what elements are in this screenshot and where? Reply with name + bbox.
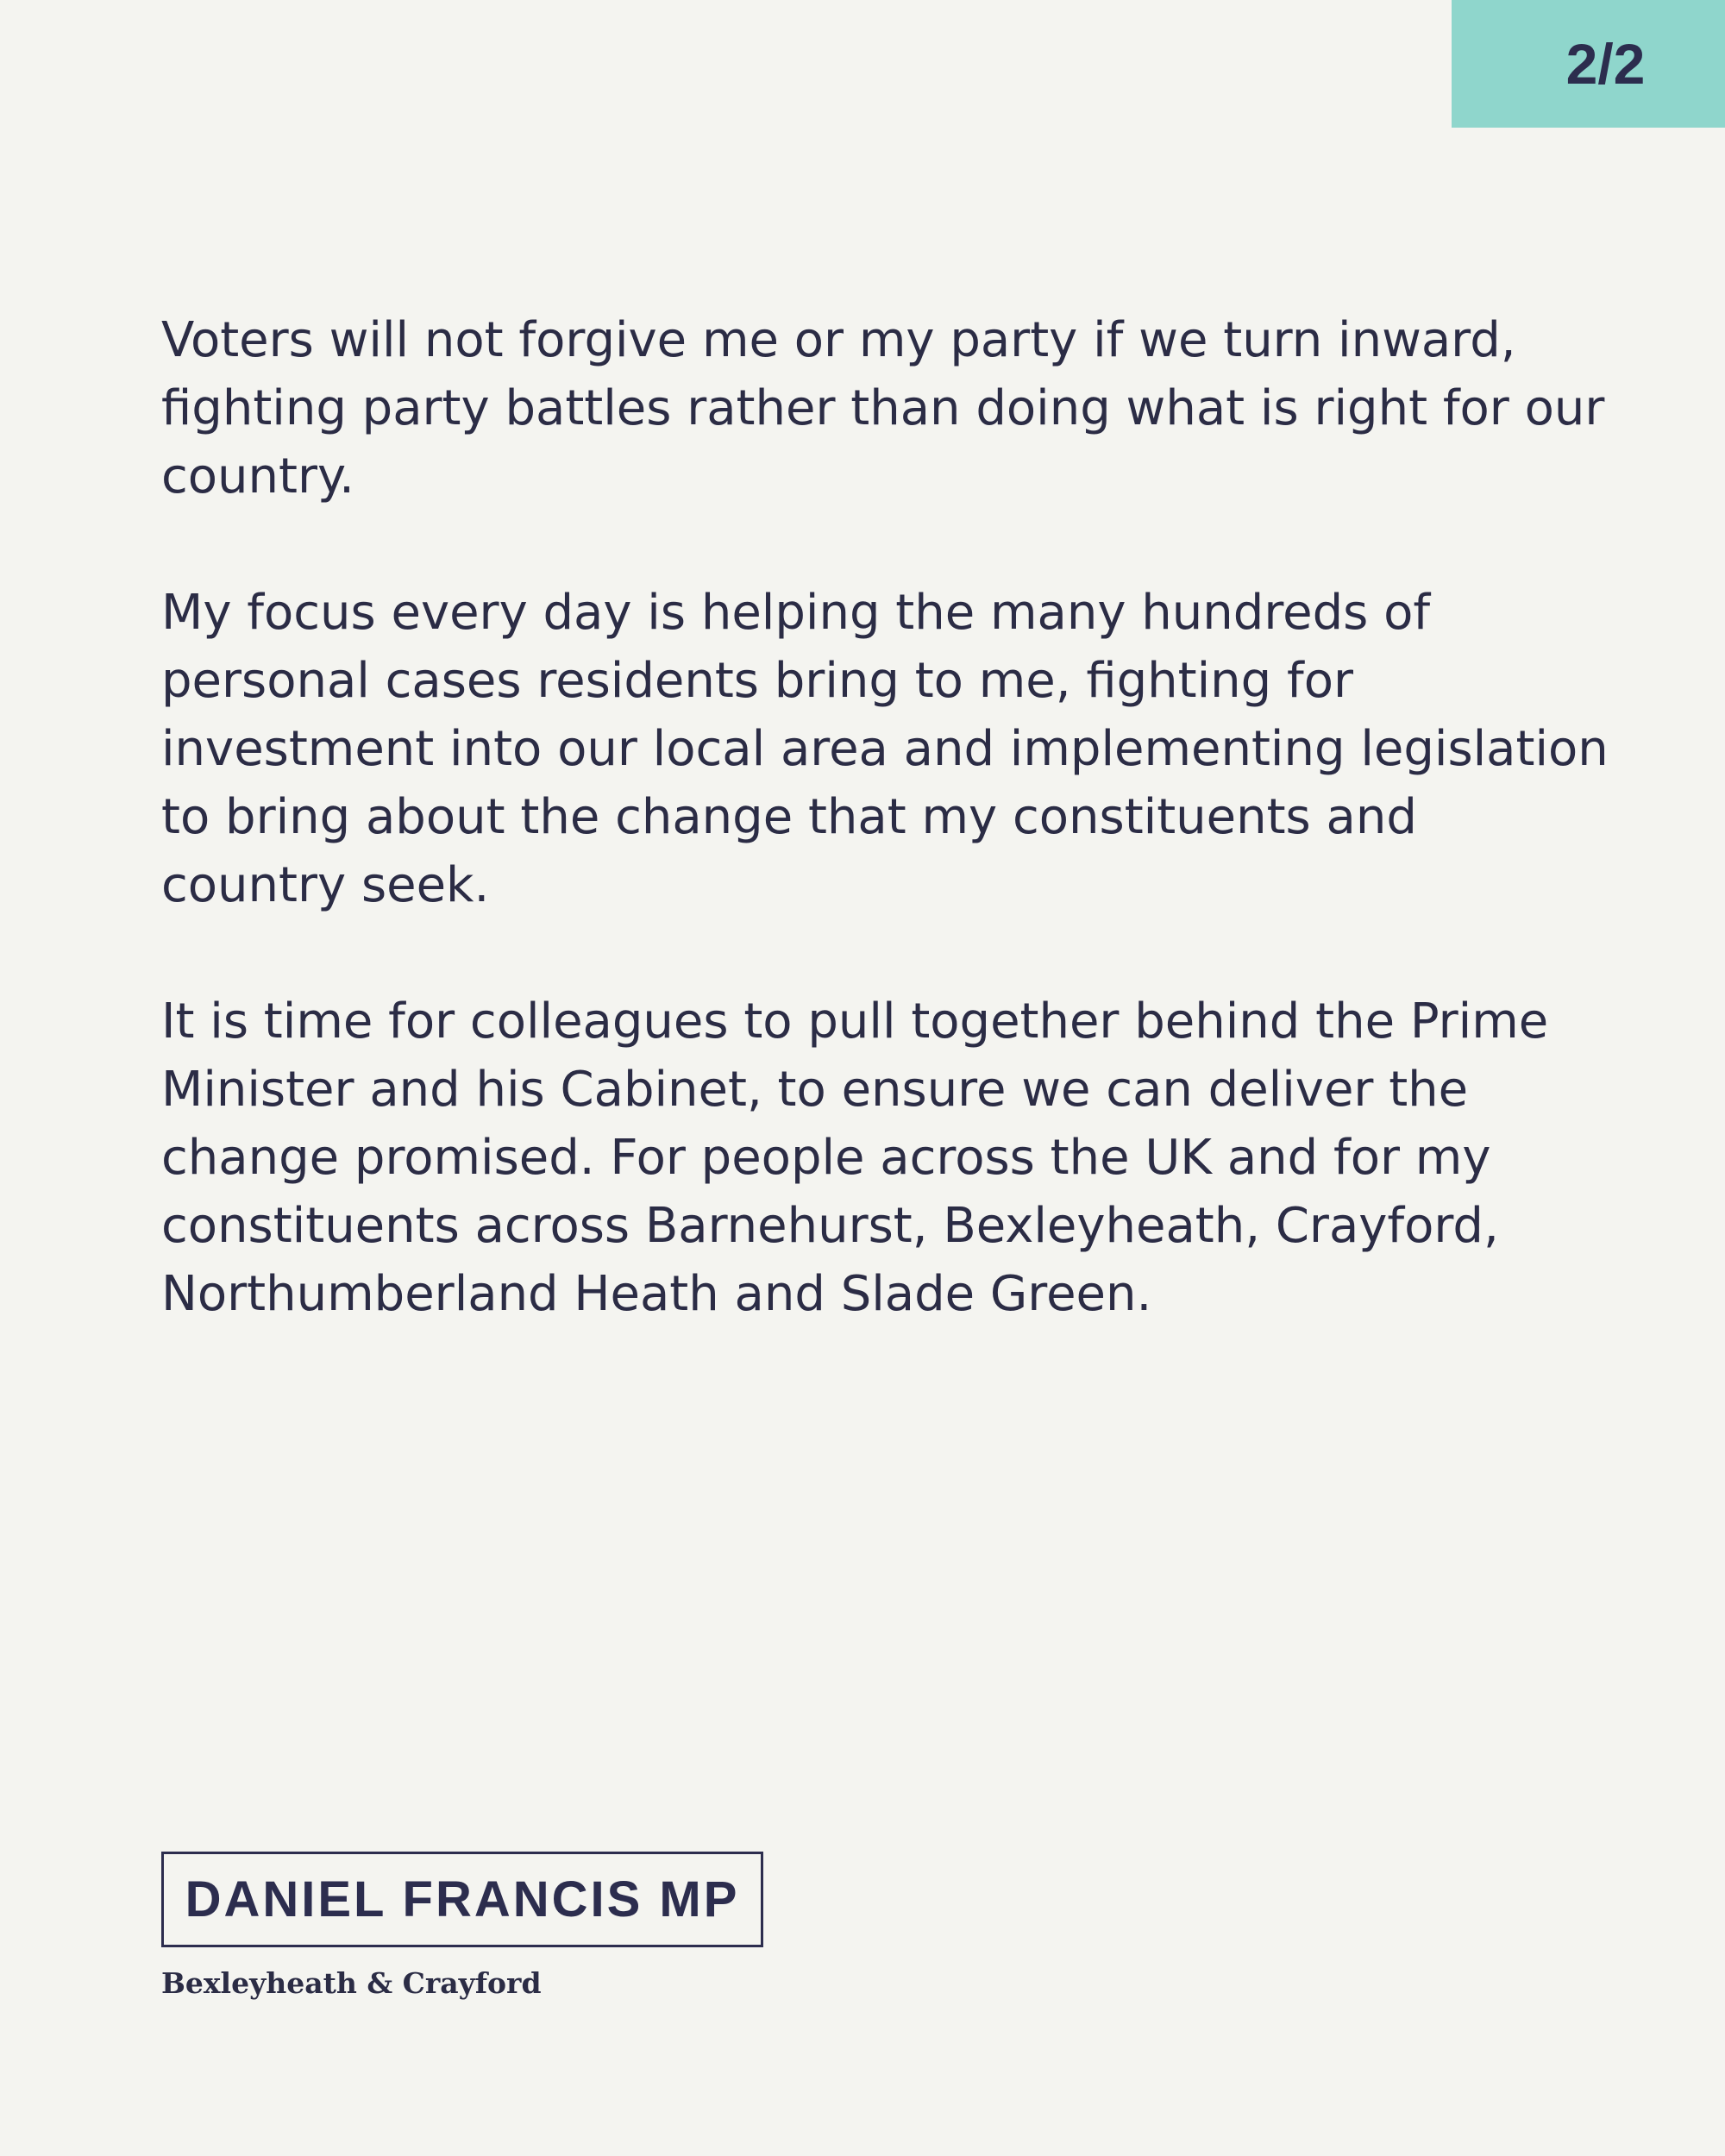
page-indicator-badge xyxy=(1452,0,1725,128)
constituency-label: Bexleyheath & Crayford xyxy=(161,1966,542,2000)
statement-body xyxy=(161,306,1610,1328)
mp-name-box xyxy=(161,1852,763,1947)
statement-paragraph: My focus every day is helping the many hundreds of personal cases residents bring to me, fighting for investment into our local area and implementing legislation to bring about the change that my constituents and country seek. xyxy=(161,585,1609,913)
statement-paragraph: It is time for colleagues to pull together behind the Prime Minister and his Cabinet, to ensure we can deliver the change promised. For people across the UK and for my constituents across Barnehurst, Bexleyheath, Crayford, Northumberland Heath and Slade Green. xyxy=(161,993,1549,1322)
statement-paragraph: Voters will not forgive me or my party if we turn inward, fighting party battles rather than doing what is right for our country. xyxy=(161,312,1605,505)
page-indicator-text: 2/2 xyxy=(1565,32,1646,96)
mp-name: DANIEL FRANCIS MP xyxy=(185,1871,740,1927)
